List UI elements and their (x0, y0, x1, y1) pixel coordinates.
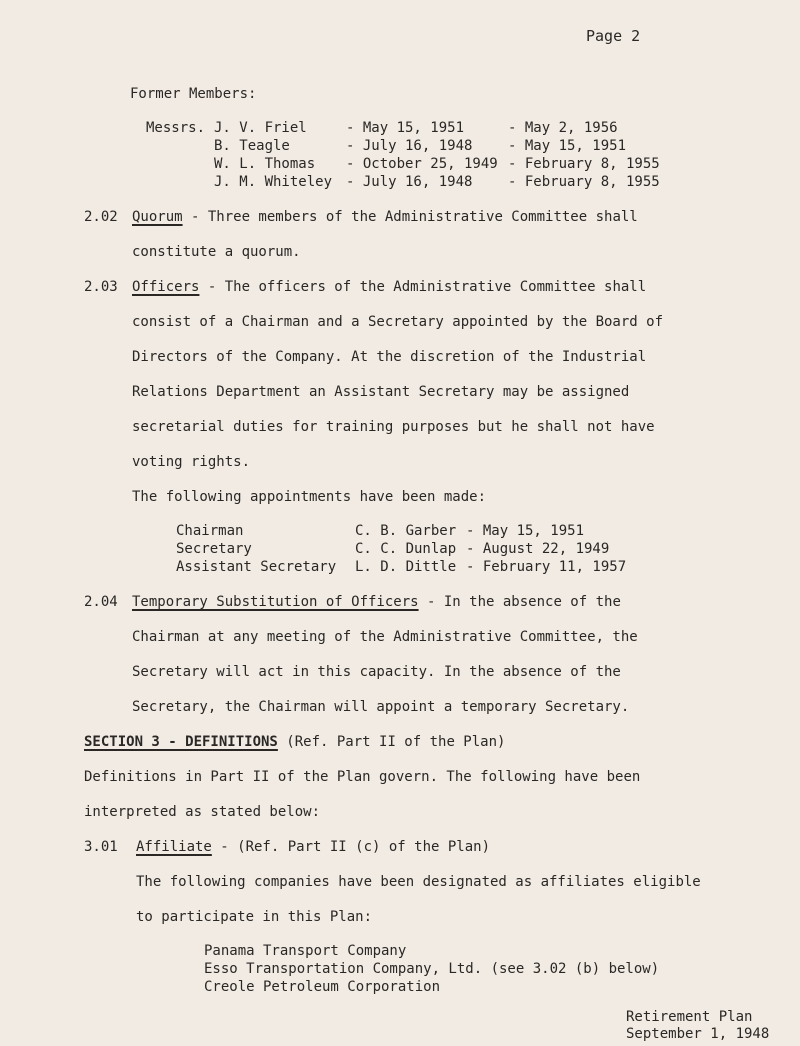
member-to: - February 8, 1955 (508, 156, 660, 172)
paragraph-line: Chairman at any meeting of the Administrative Committee, the (132, 629, 638, 645)
paragraph-line: secretarial duties for training purposes but he shall not have (132, 419, 655, 435)
affiliate-ref: - (Ref. Part II (c) of the Plan) (211, 839, 491, 855)
section-3-ref: (Ref. Part II of the Plan) (277, 734, 506, 750)
section-number: 3.01 (84, 839, 118, 855)
quorum-title: Quorum (132, 209, 183, 225)
page-number: Page 2 (586, 27, 641, 45)
list-item: Panama Transport Company (204, 943, 407, 959)
appointment-name: C. C. Dunlap (355, 541, 457, 557)
appointment-role: Chairman (176, 523, 244, 539)
paragraph-line: Directors of the Company. At the discretion of the Industrial (132, 349, 647, 365)
quorum-paragraph (132, 208, 638, 226)
member-from: - July 16, 1948 (346, 138, 473, 154)
paragraph-line: constitute a quorum. (132, 244, 301, 260)
member-name: J. M. Whiteley (214, 174, 333, 190)
paragraph-line: - The officers of the Administrative Committee shall (199, 279, 647, 295)
appointment-name: L. D. Dittle (355, 559, 457, 575)
messrs-prefix: Messrs. (146, 120, 206, 136)
paragraph-line: consist of a Chairman and a Secretary appointed by the Board of (132, 314, 664, 330)
member-name: B. Teagle (214, 138, 290, 154)
appointment-role: Secretary (176, 541, 252, 557)
paragraph-line: Secretary, the Chairman will appoint a temporary Secretary. (132, 699, 630, 715)
former-members-heading: Former Members: (130, 86, 257, 102)
member-to: - February 8, 1955 (508, 174, 660, 190)
appointment-role: Assistant Secretary (176, 559, 337, 575)
list-item: Esso Transportation Company, Ltd. (see 3.02 (b) below) (204, 961, 660, 977)
member-name: J. V. Friel (214, 120, 307, 136)
member-to: - May 2, 1956 (508, 120, 618, 136)
member-to: - May 15, 1951 (508, 138, 627, 154)
paragraph-line: interpreted as stated below: (84, 804, 321, 820)
paragraph-line: The following companies have been designated as affiliates eligible (136, 874, 701, 890)
member-from: - May 15, 1951 (346, 120, 465, 136)
footer-line: September 1, 1948 (626, 1026, 770, 1042)
paragraph-line: - In the absence of the (418, 594, 621, 610)
member-from: - July 16, 1948 (346, 174, 473, 190)
list-item: Creole Petroleum Corporation (204, 979, 441, 995)
member-from: - October 25, 1949 (346, 156, 498, 172)
appointments-intro: The following appointments have been made: (132, 489, 487, 505)
paragraph-line: Definitions in Part II of the Plan govern. The following have been (84, 769, 641, 785)
substitution-paragraph (132, 593, 621, 611)
section-number: 2.03 (84, 279, 118, 295)
paragraph-line: to participate in this Plan: (136, 909, 373, 925)
section-number: 2.02 (84, 209, 118, 225)
footer-line: Retirement Plan (626, 1009, 753, 1025)
officers-paragraph (132, 278, 646, 296)
member-name: W. L. Thomas (214, 156, 316, 172)
paragraph-line: voting rights. (132, 454, 251, 470)
affiliate-heading (136, 838, 490, 856)
paragraph-line: - Three members of the Administrative Committee shall (182, 209, 638, 225)
affiliate-title: Affiliate (136, 839, 212, 855)
section-number: 2.04 (84, 594, 118, 610)
section-3-heading (84, 733, 505, 751)
paragraph-line: Relations Department an Assistant Secretary may be assigned (132, 384, 630, 400)
officers-title: Officers (132, 279, 200, 295)
appointment-date: - February 11, 1957 (466, 559, 627, 575)
section-3-title: SECTION 3 - DEFINITIONS (84, 734, 278, 750)
appointment-date: - May 15, 1951 (466, 523, 585, 539)
paragraph-line: Secretary will act in this capacity. In the absence of the (132, 664, 621, 680)
appointment-date: - August 22, 1949 (466, 541, 610, 557)
appointment-name: C. B. Garber (355, 523, 457, 539)
substitution-title: Temporary Substitution of Officers (132, 594, 419, 610)
